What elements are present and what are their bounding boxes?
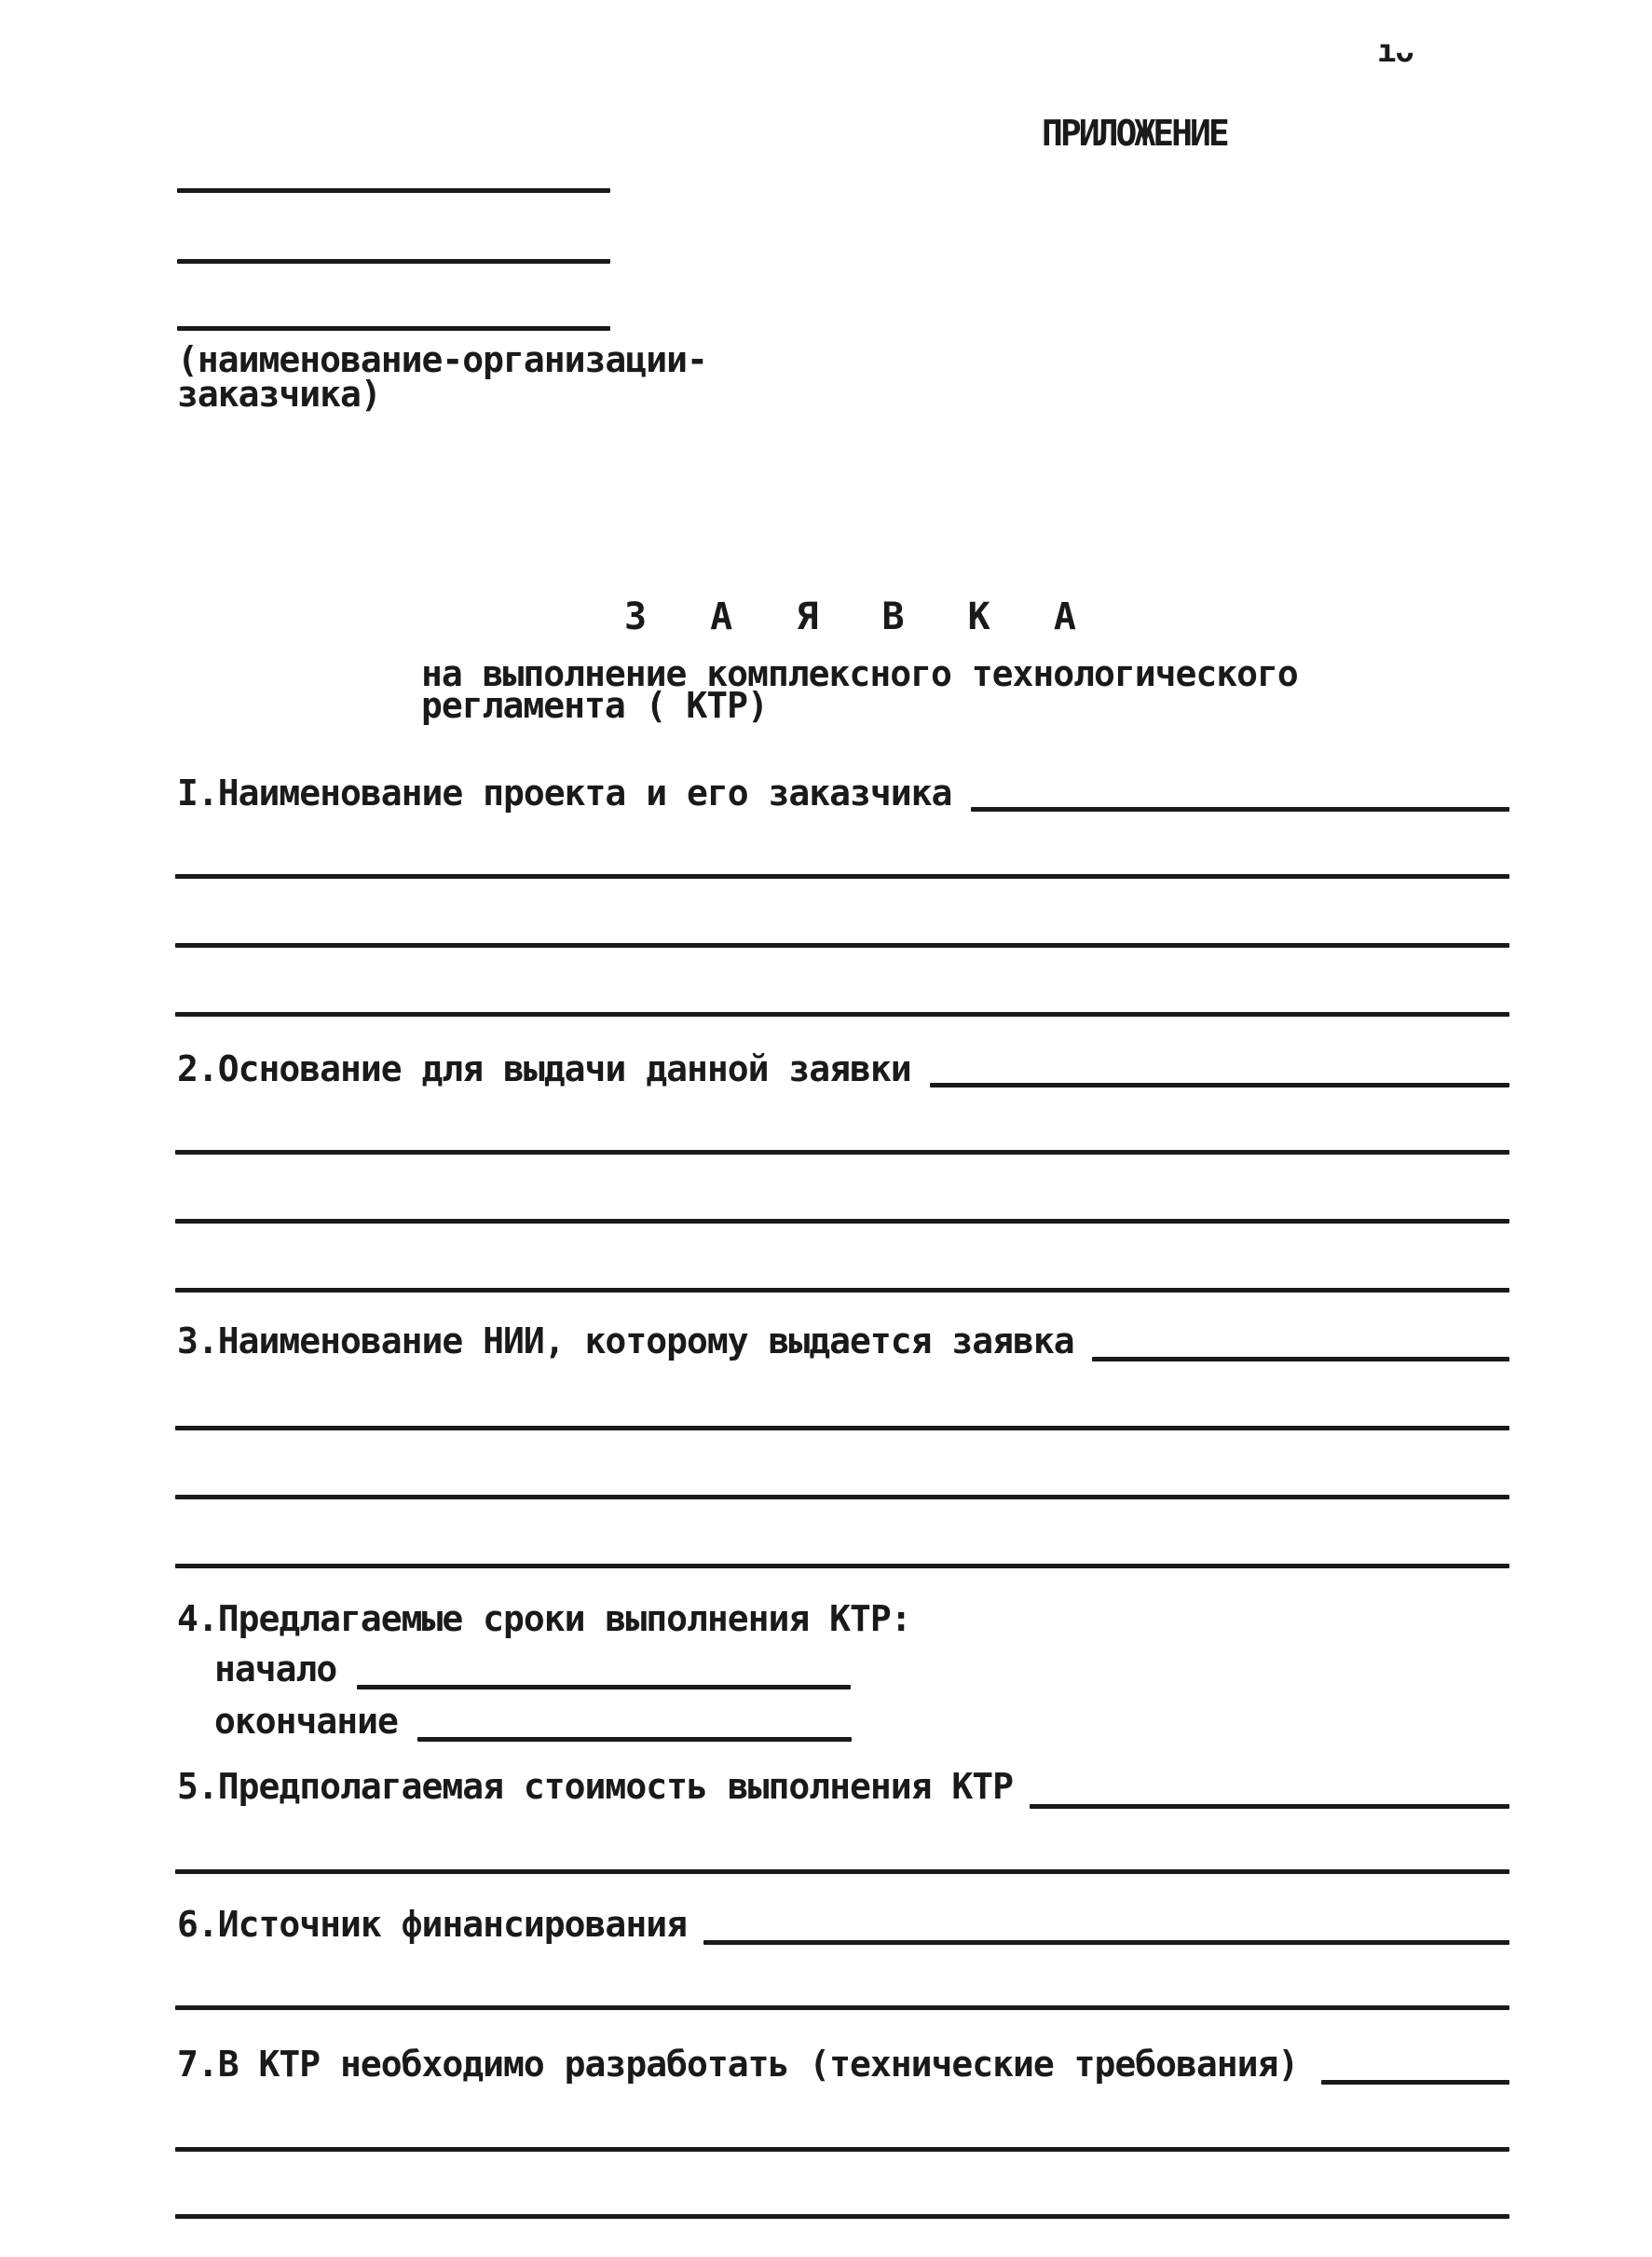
item-6-line-2[interactable] (175, 2005, 1509, 2010)
customer-caption-line-1: (наименование-организации- (177, 339, 707, 380)
item-4-start-label: начало (214, 1648, 337, 1689)
item-4-end-input-line[interactable] (417, 1737, 852, 1742)
document-title: З А Я В К А (624, 595, 1097, 638)
item-2-line-4[interactable] (175, 1288, 1509, 1293)
item-4-start-input-line[interactable] (357, 1685, 851, 1689)
item-3-input-line[interactable] (1092, 1357, 1509, 1361)
item-1-line-3[interactable] (175, 943, 1509, 948)
document-subtitle-line-2: регламента ( КТР) (421, 685, 768, 726)
item-6-input-line[interactable] (703, 1940, 1509, 1945)
page-number-fragment: ıᴗ (1377, 33, 1413, 70)
customer-name-line-1[interactable] (177, 188, 610, 193)
document-subtitle-line-1: на выполнение комплексного технологического (421, 653, 1298, 694)
item-7-label: 7.В КТР необходимо разработать (технические требования) (177, 2044, 1299, 2085)
item-7-line-2[interactable] (175, 2147, 1509, 2152)
appendix-label: ПРИЛОЖЕНИЕ (1042, 113, 1227, 154)
item-3-line-2[interactable] (175, 1426, 1509, 1430)
item-5-input-line[interactable] (1030, 1804, 1509, 1809)
item-2-line-2[interactable] (175, 1150, 1509, 1155)
item-1-line-4[interactable] (175, 1012, 1509, 1017)
item-3-line-4[interactable] (175, 1564, 1509, 1568)
item-2-line-3[interactable] (175, 1219, 1509, 1224)
item-4-label: 4.Предлагаемые сроки выполнения КТР: (177, 1598, 911, 1639)
customer-caption-line-2: заказчика) (177, 374, 381, 415)
item-5-line-2[interactable] (175, 1869, 1509, 1874)
customer-name-line-3[interactable] (177, 326, 610, 331)
item-4-end-label: окончание (214, 1701, 398, 1742)
item-1-line-2[interactable] (175, 874, 1509, 879)
customer-name-line-2[interactable] (177, 259, 610, 264)
item-7-line-3[interactable] (175, 2214, 1509, 2219)
item-5-label: 5.Предполагаемая стоимость выполнения КТР (177, 1766, 1013, 1807)
item-1-input-line[interactable] (971, 807, 1509, 812)
item-2-label: 2.Основание для выдачи данной заявки (177, 1048, 911, 1089)
item-7-input-line[interactable] (1321, 2080, 1509, 2085)
item-1-label: I.Наименование проекта и его заказчика (177, 773, 952, 814)
item-6-label: 6.Источник финансирования (177, 1904, 687, 1945)
item-3-label: 3.Наименование НИИ, которому выдается заявка (177, 1320, 1074, 1361)
item-2-input-line[interactable] (930, 1083, 1509, 1087)
item-3-line-3[interactable] (175, 1495, 1509, 1499)
